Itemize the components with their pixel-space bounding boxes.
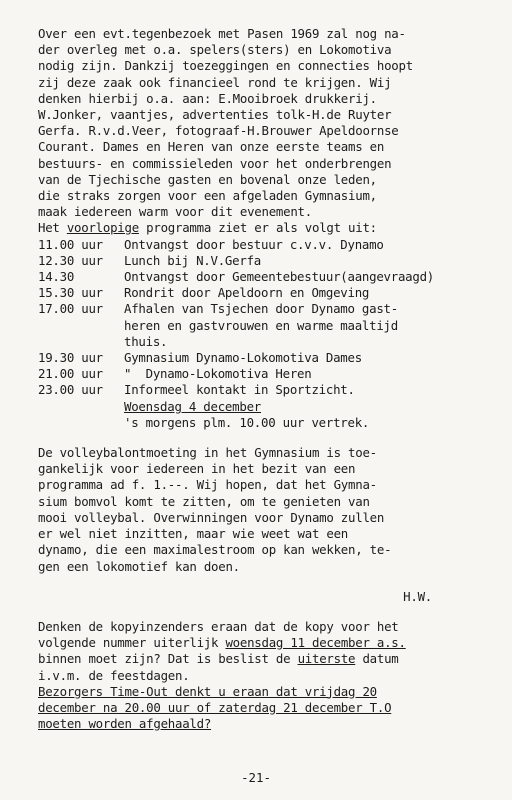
text-line: gen een lokomotief kan doen. — [38, 558, 240, 574]
program-intro: Het voorlopige programma ziet er als volgt uit: — [38, 220, 377, 236]
text-line: Denken de kopyinzenders eraan dat de kopy voor het — [38, 618, 399, 634]
schedule-row: 15.30 uur Rondrit door Apeldoorn en Omgeving — [38, 285, 370, 301]
text-line: nodig zijn. Dankzij toezeggingen en connecties hoopt — [38, 58, 413, 74]
text-line: er wel niet inzitten, maar wie weet wat een — [38, 526, 349, 542]
text-line: Gerfa. R.v.d.Veer, fotograaf-H.Brouwer Apeldoornse — [38, 123, 399, 139]
paragraph-delivery — [38, 684, 494, 733]
text-line: volgende nummer uiterlijk woensdag 11 december a.s. — [38, 635, 406, 651]
schedule-row: 14.30 Ontvangst door Gemeentebestuur(aangevraagd) — [38, 269, 435, 285]
text-line: mooi volleybal. Overwinningen voor Dynamo zullen — [38, 509, 385, 525]
spacer — [38, 575, 494, 589]
text-line: der overleg met o.a. spelers(sters) en Lokomotiva — [38, 42, 392, 58]
text-line: moeten worden afgehaald? — [38, 716, 212, 732]
schedule-continuation: heren en gastvrouwen en warme maaltijd — [124, 317, 398, 333]
text-line: van de Tjechische gasten en bovenal onze leden, — [38, 171, 377, 187]
schedule-row: 21.00 uur " Dynamo-Lokomotiva Heren — [38, 366, 312, 382]
text-line: zij deze zaak ook financieel rond te krijgen. Wij — [38, 74, 392, 90]
schedule-row: 12.30 uur Lunch bij N.V.Gerfa — [38, 252, 261, 268]
text-line: sium bomvol komt te zitten, om te genieten van — [38, 493, 370, 509]
wednesday-date: Woensdag 4 december — [124, 398, 261, 414]
page-number: -21- — [241, 770, 271, 785]
schedule-row: 23.00 uur Informeel kontakt in Sportzicht. — [38, 382, 355, 398]
text-line: binnen moet zijn? Dat is beslist de uiterste datum — [38, 651, 399, 667]
text-line: Over een evt.tegenbezoek met Pasen 1969 zal nog na- — [38, 26, 406, 41]
text-line: dynamo, die een maximalestroom op kan wekken, te- — [38, 542, 392, 558]
wednesday-departure: 's morgens plm. 10.00 uur vertrek. — [124, 414, 370, 430]
text-line: Bezorgers Time-Out denkt u eraan dat vrijdag 20 — [38, 683, 377, 699]
paragraph-copy-deadline — [38, 619, 494, 684]
text-line: maak iedereen warm voor dit evenement. — [38, 204, 312, 220]
spacer — [38, 431, 494, 445]
text-line: bestuurs- en commissieleden voor het onderbrengen — [38, 155, 392, 171]
text-line: Courant. Dames en Heren van onze eerste teams en — [38, 139, 385, 155]
schedule-row: 11.00 uur Ontvangst door bestuur c.v.v. Dynamo — [38, 236, 384, 252]
schedule-row: 19.30 uur Gymnasium Dynamo-Lokomotiva Dames — [38, 350, 362, 366]
text-line: W.Jonker, vaantjes, advertenties tolk-H.de Ruyter — [38, 107, 392, 123]
paragraph-visit — [38, 26, 494, 220]
text-line: programma ad f. 1.--. Wij hopen, dat het Gymna- — [38, 477, 377, 493]
schedule-row: 17.00 uur Afhalen van Tsjechen door Dynamo gast- — [38, 301, 398, 317]
text-line: die straks zorgen voor een afgeladen Gymnasium, — [38, 188, 377, 204]
text-line: gankelijk voor iedereen in het bezit van een — [38, 461, 356, 477]
text-line: De volleybalontmoeting in het Gymnasium is toe- — [38, 445, 377, 461]
paragraph-volleyball — [38, 445, 494, 575]
text-line: i.v.m. de feestdagen. — [38, 667, 190, 683]
author-signature: H.W. — [403, 588, 432, 604]
spacer — [38, 605, 494, 619]
program-schedule — [38, 237, 494, 431]
text-line: december na 20.00 uur of zaterdag 21 december T.O — [38, 699, 392, 715]
schedule-continuation: thuis. — [124, 333, 168, 349]
text-line: denken hierbij o.a. aan: E.Mooibroek drukkerij. — [38, 90, 377, 106]
